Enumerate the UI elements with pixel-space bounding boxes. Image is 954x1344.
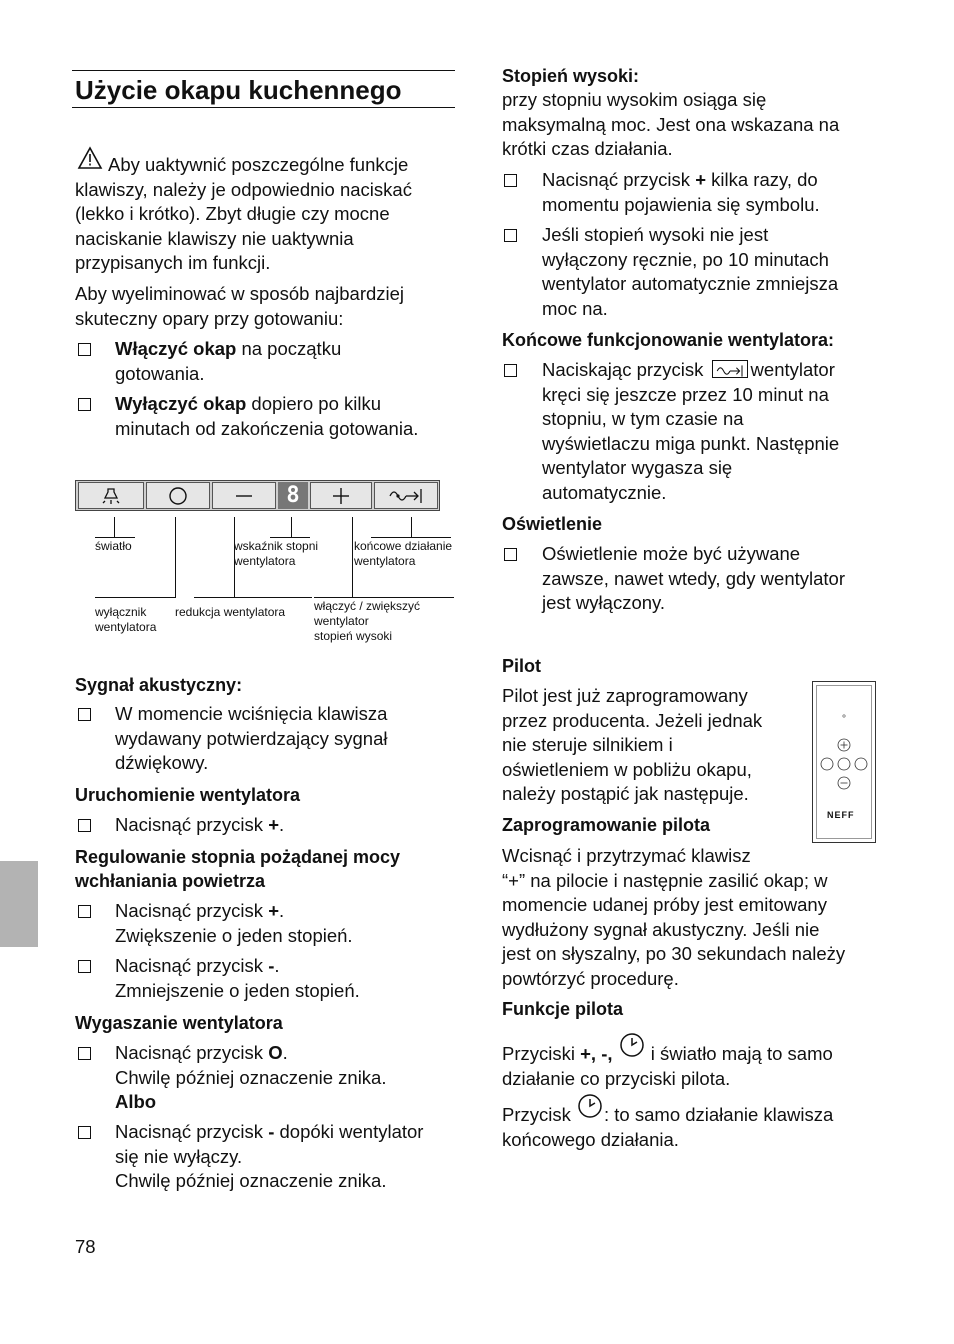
intro-p2-line1: Aby wyeliminować w sposób najbardziej bbox=[75, 283, 405, 304]
r2-line5: wentylator wygasza się bbox=[542, 457, 733, 478]
r1-i1-post: kilka razy, do bbox=[706, 169, 818, 190]
remote-brand-logo: NEFF bbox=[827, 810, 855, 820]
r4-line4: oświetleniem w pobliżu okapu, bbox=[502, 758, 752, 780]
r1-line3: krótki czas działania. bbox=[502, 138, 673, 159]
fan-off-button[interactable] bbox=[146, 482, 210, 509]
s4-i1-key: O bbox=[268, 1042, 283, 1063]
s1-line2: wydawany potwierdzający sygnał bbox=[115, 727, 388, 749]
r1-i1-pre: Nacisnąć przycisk bbox=[542, 169, 696, 190]
checkbox bbox=[78, 1126, 91, 1139]
s3-i2-post: . bbox=[274, 955, 280, 976]
title-rule-top bbox=[72, 70, 455, 71]
heading-zaprogramowanie: Zaprogramowanie pilota bbox=[502, 815, 711, 835]
page-title: Użycie okapu kuchennego bbox=[75, 75, 402, 105]
heading-regulowanie-2: wchłaniania powietrza bbox=[75, 871, 266, 891]
r1-i2-line2: wyłączony ręcznie, po 10 minutach bbox=[542, 248, 829, 270]
checkbox bbox=[504, 229, 517, 242]
fan-timer-icon bbox=[386, 486, 426, 506]
s3-i2-key: - bbox=[268, 955, 275, 976]
r6-p1-line2: działanie co przyciski pilota. bbox=[502, 1067, 731, 1089]
checkbox bbox=[78, 343, 91, 356]
label-swiatlo: światło bbox=[95, 539, 132, 553]
title-rule-bottom bbox=[72, 107, 455, 108]
s1-line3: dźwiękowy. bbox=[115, 752, 209, 773]
label-wskaznik-2: wentylatora bbox=[234, 554, 296, 568]
r2-line4: wyświetlaczu miga punkt. Następnie bbox=[542, 432, 840, 454]
s2-pre: Nacisnąć przycisk bbox=[115, 814, 269, 835]
r6-p2-line2: końcowego działania. bbox=[502, 1128, 679, 1150]
s4-i2-pre: Nacisnąć przycisk bbox=[115, 1121, 269, 1142]
r5-line2: “+” na pilocie i następnie zasilić okap; w bbox=[502, 869, 828, 891]
r4-line1: Pilot jest już zaprogramowany bbox=[502, 685, 748, 706]
fan-timer-key-icon bbox=[712, 360, 748, 378]
s4-i1-post: . bbox=[282, 1042, 288, 1063]
r1-i1-key: + bbox=[695, 169, 706, 190]
b2-line2: minutach od zakończenia gotowania. bbox=[115, 417, 419, 439]
label-wlaczyc-1: włączyć / zwiększyć bbox=[314, 599, 421, 613]
plus-icon bbox=[331, 486, 351, 506]
s3-i1-pre: Nacisnąć przycisk bbox=[115, 900, 269, 921]
r5-line6: powtórzyć procedurę. bbox=[502, 967, 679, 989]
r6-p2-pre: Przycisk bbox=[502, 1104, 571, 1125]
intro-p2-line2: skuteczny opary przy gotowaniu: bbox=[75, 307, 344, 329]
r6-p1-keys: +, -, bbox=[580, 1043, 613, 1064]
light-icon bbox=[101, 487, 121, 505]
s1-line1: W momencie wciśnięcia klawisza bbox=[115, 703, 388, 724]
heading-uruchomienie: Uruchomienie wentylatora bbox=[75, 785, 301, 805]
label-koncowe-1: końcowe działanie bbox=[354, 539, 453, 553]
s3-i1-key: + bbox=[268, 900, 279, 921]
r2-i1-post: wentylator bbox=[750, 359, 835, 380]
r3-line2: zawsze, nawet wtedy, gdy wentylator bbox=[542, 567, 845, 589]
s4-albo: Albo bbox=[115, 1091, 157, 1112]
checkbox bbox=[504, 174, 517, 187]
checkbox bbox=[78, 1047, 91, 1060]
b2-bold: Wyłączyć okap bbox=[115, 393, 247, 414]
intro-p1-line1: Aby uaktywnić poszczególne funkcje bbox=[108, 154, 409, 175]
circle-icon bbox=[168, 486, 188, 506]
checkbox bbox=[78, 398, 91, 411]
label-wylacznik-2: wentylatora bbox=[95, 620, 157, 634]
r5-line4: wydłużony sygnał akustyczny. Jeśli nie bbox=[502, 918, 820, 940]
label-redukcja: redukcja wentylatora bbox=[175, 605, 286, 619]
r3-line1: Oświetlenie może być używane bbox=[542, 543, 801, 564]
r6-p1-pre: Przyciski bbox=[502, 1043, 581, 1064]
heading-koncowe: Końcowe funkcjonowanie wentylatora: bbox=[502, 330, 835, 350]
heading-oswietlenie: Oświetlenie bbox=[502, 514, 603, 534]
label-wlaczyc-2: wentylator bbox=[314, 614, 369, 628]
r2-line6: automatycznie. bbox=[542, 481, 667, 503]
minus-icon bbox=[234, 486, 254, 506]
r4-line3: nie steruje silnikiem i bbox=[502, 734, 673, 755]
b1-bold: Włączyć okap bbox=[115, 338, 237, 359]
r1-i2-line4: moc na. bbox=[542, 297, 608, 319]
checkbox bbox=[78, 819, 91, 832]
page-number: 78 bbox=[75, 1236, 96, 1257]
plus-button[interactable] bbox=[310, 482, 372, 509]
s3-i1-line2: Zwiększenie o jeden stopień. bbox=[115, 924, 353, 946]
label-wlaczyc-3: stopień wysoki bbox=[314, 629, 393, 643]
checkbox bbox=[504, 364, 517, 377]
heading-stopien: Stopień wysoki: bbox=[502, 66, 640, 86]
timer-icon bbox=[618, 1032, 646, 1065]
r5-line3: momencie udanej próby jest emitowany bbox=[502, 894, 827, 915]
intro-p1-line4: naciskanie klawiszy nie uaktywnia bbox=[75, 227, 354, 249]
r5-line5: jest on słyszalny, po 30 sekundach należy bbox=[502, 943, 846, 964]
r2-line2: kręci się jeszcze przez 10 minut na bbox=[542, 383, 829, 405]
minus-button[interactable] bbox=[212, 482, 276, 509]
s4-i2-line3: Chwilę później oznaczenie znika. bbox=[115, 1170, 387, 1191]
r4-line2: przez producenta. Jeżeli jednak bbox=[502, 709, 763, 731]
s3-i2-pre: Nacisnąć przycisk bbox=[115, 955, 269, 976]
s2-post: . bbox=[279, 814, 285, 835]
r6-p1-post: i światło mają to samo bbox=[645, 1043, 833, 1064]
checkbox bbox=[78, 905, 91, 918]
s4-i2-post: dopóki wentylator bbox=[274, 1121, 424, 1142]
b1-line2: gotowania. bbox=[115, 362, 205, 384]
s4-i2-line2: się nie wyłączy. bbox=[115, 1145, 243, 1167]
checkbox bbox=[78, 708, 91, 721]
r2-i1-pre: Naciskając przycisk bbox=[542, 359, 704, 380]
intro-p1-line2: klawiszy, należy je odpowiednio naciskać bbox=[75, 178, 412, 200]
heading-funkcje: Funkcje pilota bbox=[502, 999, 624, 1019]
r1-i2-line1: Jeśli stopień wysoki nie jest bbox=[542, 224, 769, 245]
stage-display: 8 bbox=[278, 482, 308, 509]
r1-i2-line3: wentylator automatycznie zmniejsza bbox=[542, 273, 839, 294]
label-wskaznik-1: wskaźnik stopni bbox=[234, 539, 319, 553]
s4-i2-key: - bbox=[268, 1121, 275, 1142]
b1-rest: na początku bbox=[236, 338, 342, 359]
light-button[interactable] bbox=[78, 482, 144, 509]
run-on-button[interactable] bbox=[374, 482, 438, 509]
r5-line1: Wcisnąć i przytrzymać klawisz bbox=[502, 845, 751, 866]
heading-regulowanie-1: Regulowanie stopnia pożądanej mocy bbox=[75, 847, 401, 867]
heading-wygaszanie: Wygaszanie wentylatora bbox=[75, 1013, 283, 1033]
intro-p1-line5: przypisanych im funkcji. bbox=[75, 252, 271, 273]
r3-line3: jest wyłączony. bbox=[542, 592, 666, 613]
label-koncowe-2: wentylatora bbox=[354, 554, 416, 568]
r4-line5: należy postąpić jak następuje. bbox=[502, 783, 749, 804]
checkbox bbox=[504, 548, 517, 561]
checkbox bbox=[78, 960, 91, 973]
r1-line2: maksymalną moc. Jest ona wskazana na bbox=[502, 113, 840, 135]
side-tab bbox=[0, 861, 38, 947]
s4-i1-pre: Nacisnąć przycisk bbox=[115, 1042, 269, 1063]
timer-icon bbox=[576, 1093, 604, 1126]
s3-i2-line2: Zmniejszenie o jeden stopień. bbox=[115, 979, 360, 1001]
s2-key: + bbox=[268, 814, 279, 835]
label-wylacznik-1: wyłącznik bbox=[95, 605, 147, 619]
r2-line3: stopniu, w tym czasie na bbox=[542, 408, 744, 429]
r1-line1: przy stopniu wysokim osiąga się bbox=[502, 89, 767, 110]
s3-i1-post: . bbox=[279, 900, 285, 921]
intro-p1-line3: (lekko i krótko). Zbyt długie czy mocne bbox=[75, 203, 390, 224]
remote-control bbox=[812, 681, 876, 843]
heading-pilot: Pilot bbox=[502, 656, 541, 676]
r1-i1-line2: momentu pojawienia się symbolu. bbox=[542, 193, 820, 215]
heading-sygnal: Sygnał akustyczny: bbox=[75, 675, 243, 695]
b2-rest: dopiero po kilku bbox=[246, 393, 382, 414]
s4-i1-line2: Chwilę później oznaczenie znika. bbox=[115, 1066, 387, 1088]
r6-p2-post: : to samo działanie klawisza bbox=[604, 1104, 834, 1125]
